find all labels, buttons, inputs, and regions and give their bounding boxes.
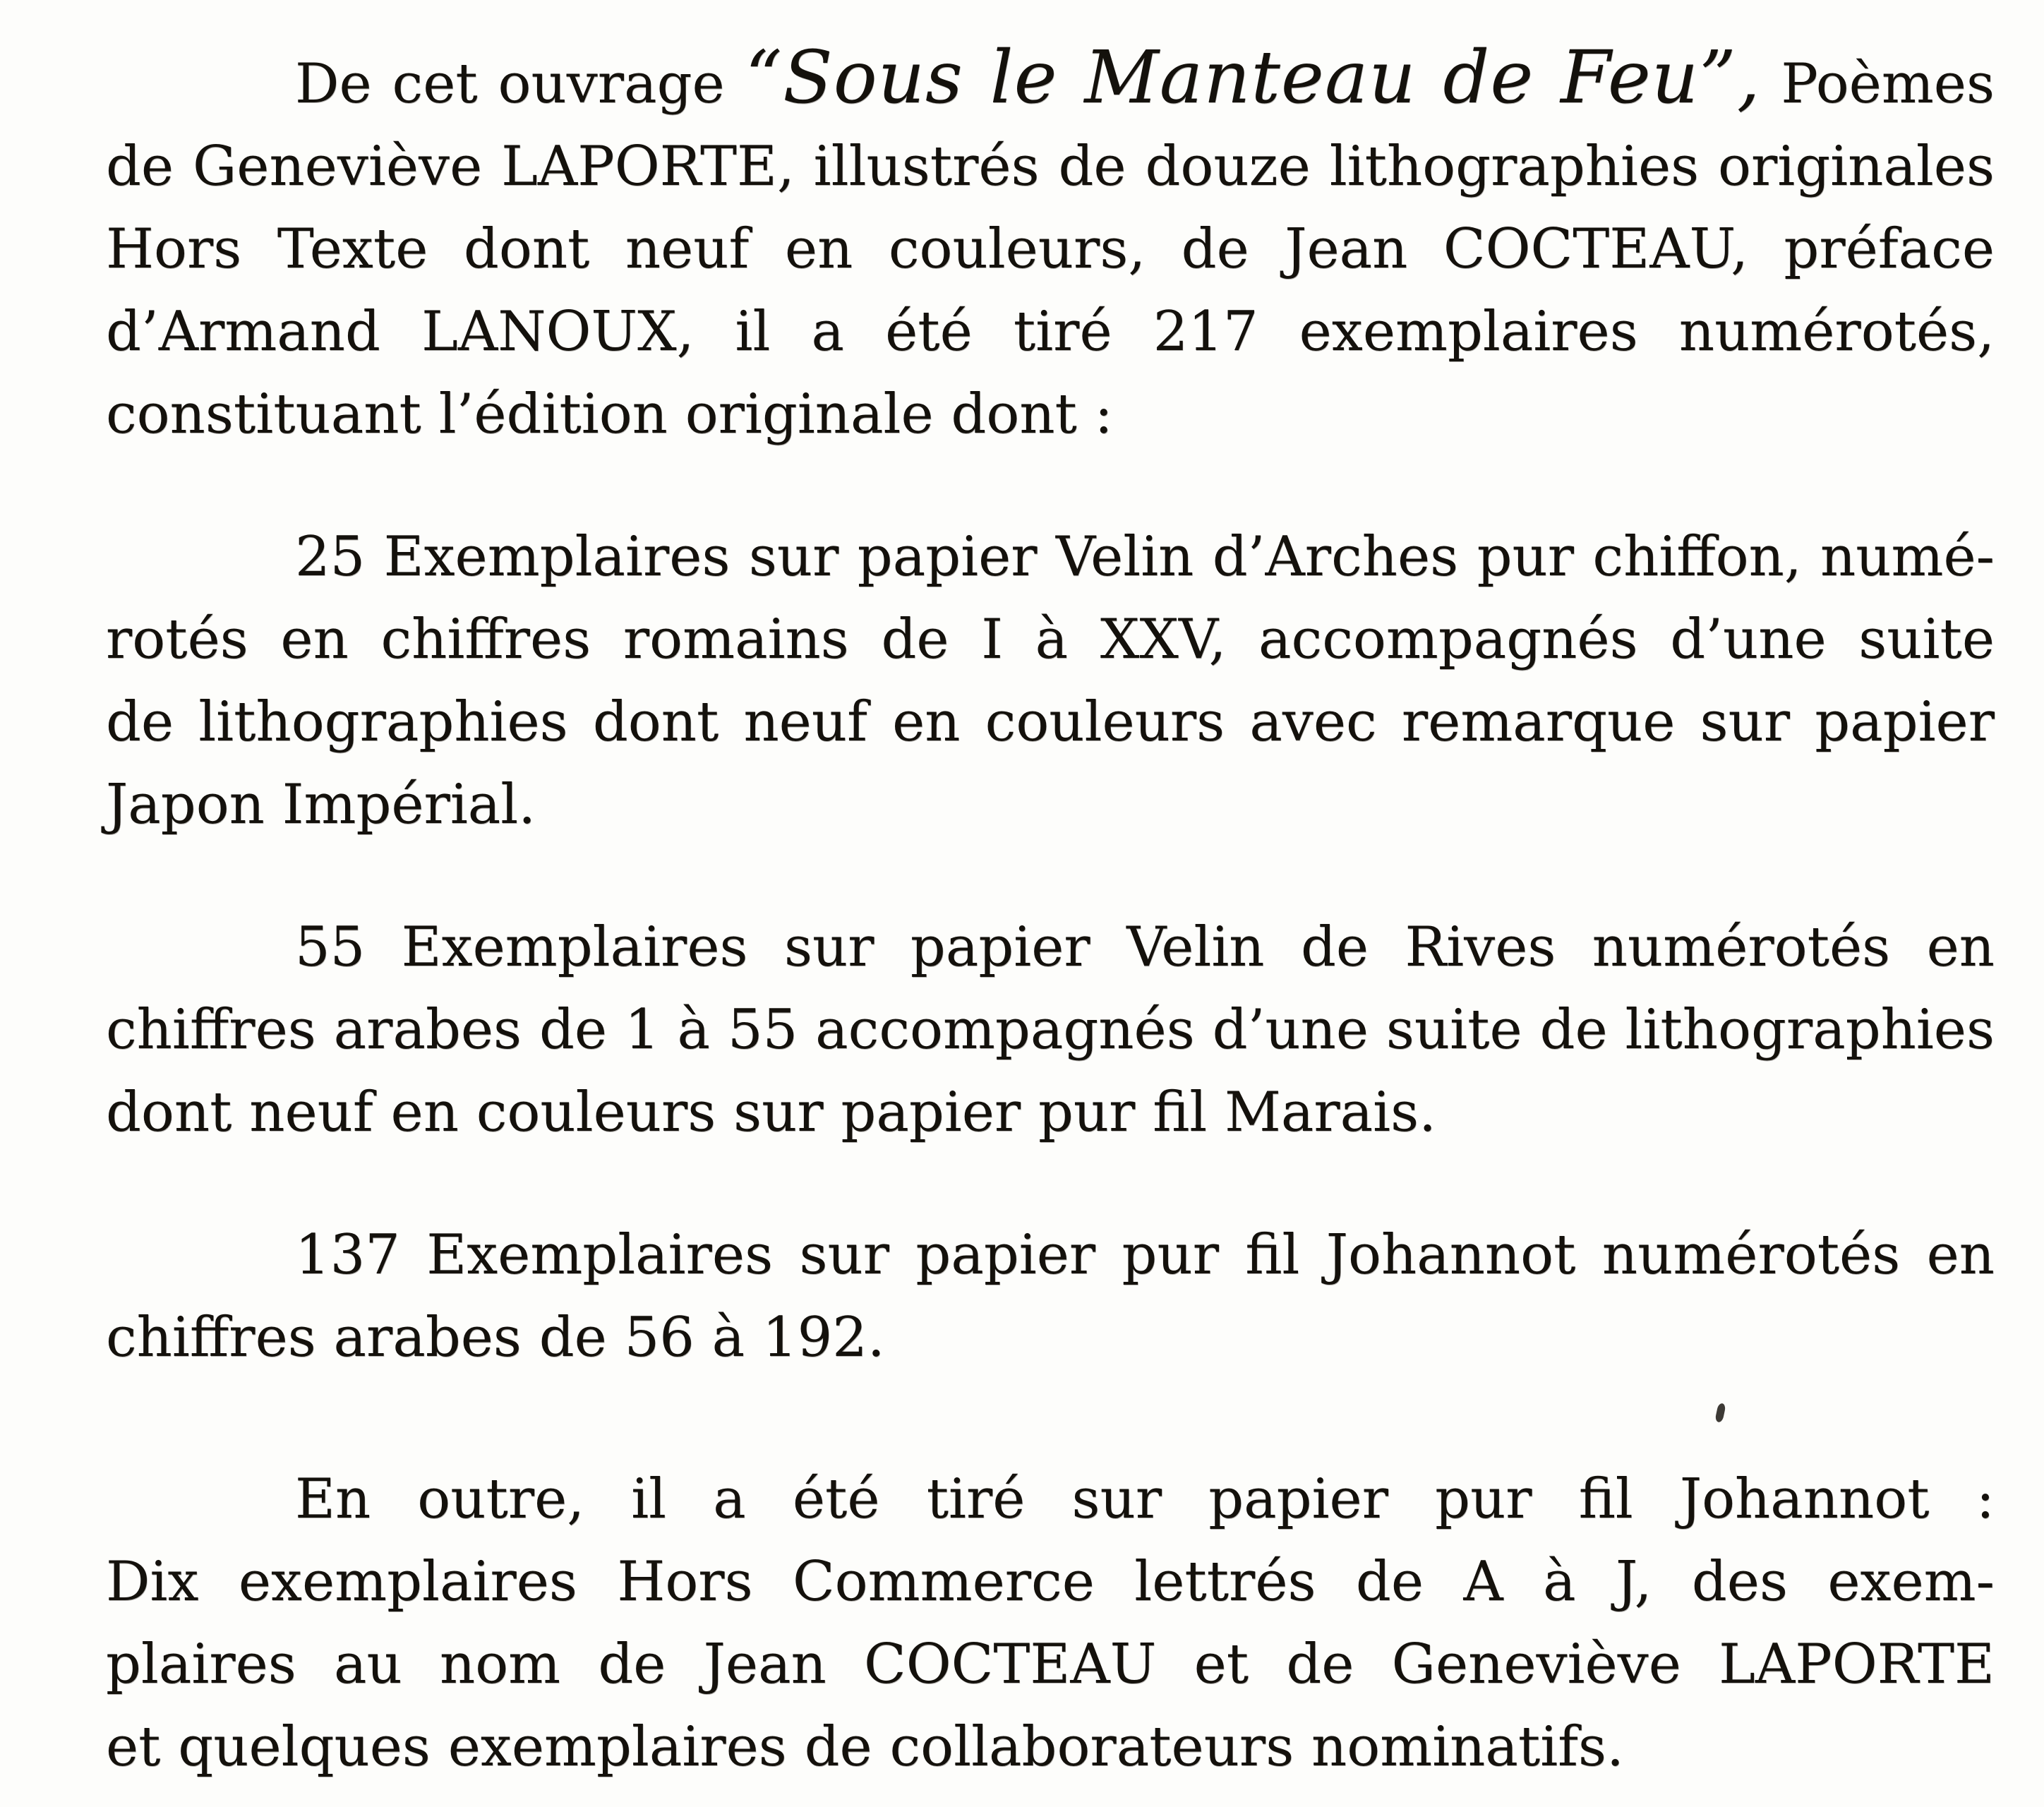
opening-pre-text: De cet ouvrage	[295, 52, 745, 116]
text-line: 25 Exemplaires sur papier Velin d’Arches pur chiffon, numé-	[295, 525, 1995, 589]
text-line: Japon Impérial.	[106, 773, 536, 836]
text-line: de Geneviève LAPORTE, illustrés de douze lithographies originales	[106, 135, 1995, 198]
text-line: constituant l’édition originale dont :	[106, 383, 1113, 446]
text-line: rotés en chiffres romains de I à XXV, accompagnés d’une suite	[106, 608, 1995, 671]
text-line: chiffres arabes de 1 à 55 accompagnés d’une suite de lithographies	[106, 998, 1995, 1062]
opening-post-text: Poèmes	[1760, 52, 1995, 116]
text-line: chiffres arabes de 56 à 192.	[106, 1306, 885, 1369]
text-line: 55 Exemplaires sur papier Velin de Rives numérotés en	[295, 915, 1995, 979]
text-line: d’Armand LANOUX, il a été tiré 217 exemplaires numérotés,	[106, 300, 1995, 364]
paragraph-intro	[106, 37, 1995, 456]
text-line: En outre, il a été tiré sur papier pur fil Johannot :	[295, 1467, 1995, 1531]
text-line: dont neuf en couleurs sur papier pur fil Marais.	[106, 1081, 1436, 1144]
paragraph-en-outre	[106, 1458, 1995, 1789]
text-line-opening	[106, 37, 1995, 126]
text-line: de lithographies dont neuf en couleurs avec remarque sur papier	[106, 690, 1995, 754]
book-title-italic: “Sous le Manteau de Feu”,	[745, 35, 1761, 120]
text-column	[106, 37, 1995, 1789]
text-line: 137 Exemplaires sur papier pur fil Johannot numérotés en	[295, 1223, 1995, 1287]
text-line: et quelques exemplaires de collaborateurs nominatifs.	[106, 1715, 1624, 1779]
text-line: Hors Texte dont neuf en couleurs, de Jean COCTEAU, préface	[106, 217, 1995, 281]
text-line: Dix exemplaires Hors Commerce lettrés de A à J, des exem-	[106, 1550, 1995, 1614]
paragraph-55-exemplaires	[106, 906, 1995, 1154]
text-line: plaires au nom de Jean COCTEAU et de Geneviève LAPORTE	[106, 1633, 1995, 1696]
paragraph-137-exemplaires	[106, 1214, 1995, 1379]
paragraph-25-exemplaires	[106, 516, 1995, 846]
